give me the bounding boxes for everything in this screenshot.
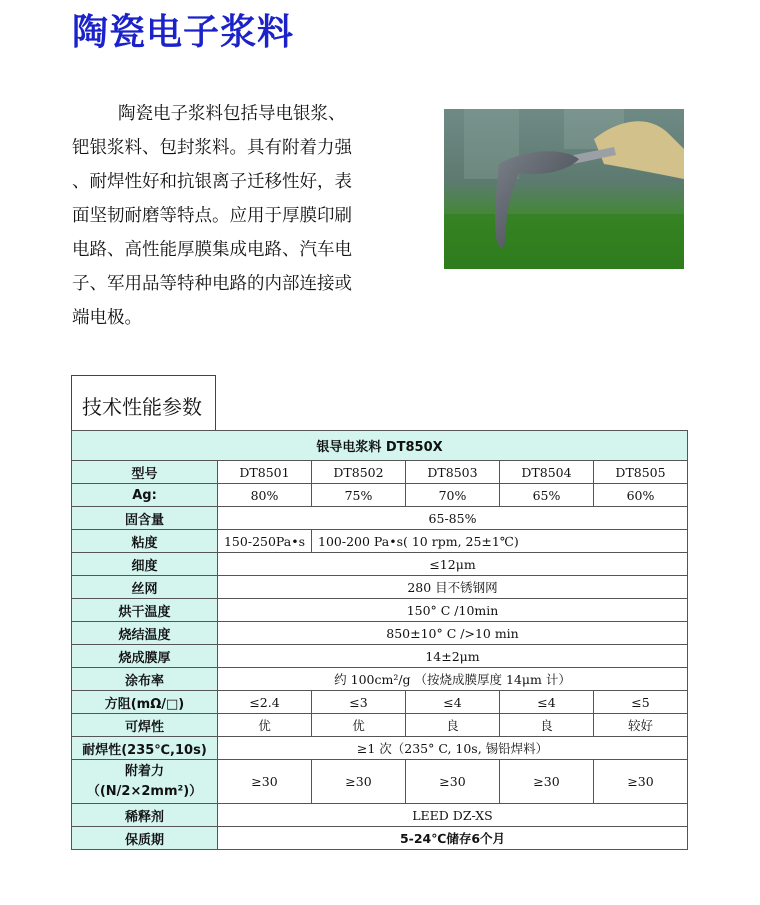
table-row — [72, 461, 688, 484]
intro-line: 端电极。 — [72, 308, 142, 328]
cell: ≤5 — [594, 691, 688, 714]
cell: DT8501 — [218, 461, 312, 484]
table-row — [72, 760, 688, 804]
row-label: 烘干温度 — [72, 599, 218, 622]
cell: 100-200 Pa•s( 10 rpm, 25±1℃) — [312, 530, 688, 553]
row-label: 型号 — [72, 461, 218, 484]
intro-line: 、耐焊性好和抗银离子迁移性好，表 — [72, 172, 352, 192]
row-label: 耐焊性(235℃,10s) — [72, 737, 218, 760]
cell: ≤4 — [500, 691, 594, 714]
cell: 良 — [500, 714, 594, 737]
intro-line: 钯银浆料、包封浆料。具有附着力强 — [72, 138, 352, 158]
cell: 280 目不锈钢网 — [218, 576, 688, 599]
row-label: 丝网 — [72, 576, 218, 599]
cell: ≥30 — [406, 760, 500, 804]
table-row — [72, 622, 688, 645]
table-row — [72, 714, 688, 737]
table-row — [72, 484, 688, 507]
intro-line: 子、军用品等特种电路的内部连接或 — [72, 274, 352, 294]
cell: 良 — [406, 714, 500, 737]
tech-params-tab — [71, 375, 216, 430]
cell: 优 — [218, 714, 312, 737]
row-label: 烧成膜厚 — [72, 645, 218, 668]
cell: DT8502 — [312, 461, 406, 484]
intro-paragraph — [72, 97, 412, 335]
page-title: 陶瓷电子浆料 — [72, 12, 295, 53]
cell: 较好 — [594, 714, 688, 737]
cell: 80% — [218, 484, 312, 507]
table-row — [72, 553, 688, 576]
cell: ≤4 — [406, 691, 500, 714]
cell: DT8503 — [406, 461, 500, 484]
table-title: 银导电浆料 DT850X — [72, 431, 688, 461]
paste-photo — [444, 109, 684, 269]
intro-line: 电路、高性能厚膜集成电路、汽车电 — [72, 240, 352, 260]
cell: ≤2.4 — [218, 691, 312, 714]
intro-line: 陶瓷电子浆料包括导电银浆、 — [118, 104, 346, 124]
cell: 65% — [500, 484, 594, 507]
row-label: 可焊性 — [72, 714, 218, 737]
cell: ≥1 次（235° C, 10s, 锡铅焊料） — [218, 737, 688, 760]
table-row — [72, 645, 688, 668]
cell: ≥30 — [218, 760, 312, 804]
cell: 5-24℃储存6个月 — [218, 827, 688, 850]
cell: 约 100cm²/g （按烧成膜厚度 14μm 计） — [218, 668, 688, 691]
table-row — [72, 530, 688, 553]
cell: 65-85% — [218, 507, 688, 530]
cell: ≥30 — [500, 760, 594, 804]
cell: ≤12μm — [218, 553, 688, 576]
cell: ≤3 — [312, 691, 406, 714]
table-row — [72, 599, 688, 622]
row-label: 粘度 — [72, 530, 218, 553]
row-label: 保质期 — [72, 827, 218, 850]
row-label: 附着力（(N/2×2mm²)） — [72, 760, 218, 804]
cell: 850±10° C />10 min — [218, 622, 688, 645]
cell: ≥30 — [312, 760, 406, 804]
spec-table — [71, 430, 688, 850]
row-label: Ag: — [72, 484, 218, 507]
row-label: 方阻(mΩ/□) — [72, 691, 218, 714]
cell: DT8505 — [594, 461, 688, 484]
row-label: 涂布率 — [72, 668, 218, 691]
row-label: 稀释剂 — [72, 804, 218, 827]
cell: ≥30 — [594, 760, 688, 804]
cell: 150-250Pa•s — [218, 530, 312, 553]
cell: 150° C /10min — [218, 599, 688, 622]
table-row — [72, 827, 688, 850]
table-row — [72, 507, 688, 530]
cell: 70% — [406, 484, 500, 507]
cell: 优 — [312, 714, 406, 737]
table-row — [72, 804, 688, 827]
intro-line: 面坚韧耐磨等特点。应用于厚膜印刷 — [72, 206, 352, 226]
cell: LEED DZ-XS — [218, 804, 688, 827]
table-row — [72, 668, 688, 691]
row-label: 细度 — [72, 553, 218, 576]
cell: DT8504 — [500, 461, 594, 484]
cell: 60% — [594, 484, 688, 507]
table-row — [72, 576, 688, 599]
row-label: 固含量 — [72, 507, 218, 530]
table-row — [72, 691, 688, 714]
table-title-row — [72, 431, 688, 461]
row-label: 烧结温度 — [72, 622, 218, 645]
cell: 75% — [312, 484, 406, 507]
table-row — [72, 737, 688, 760]
tab-label: 技术性能参数 — [82, 395, 202, 419]
cell: 14±2μm — [218, 645, 688, 668]
